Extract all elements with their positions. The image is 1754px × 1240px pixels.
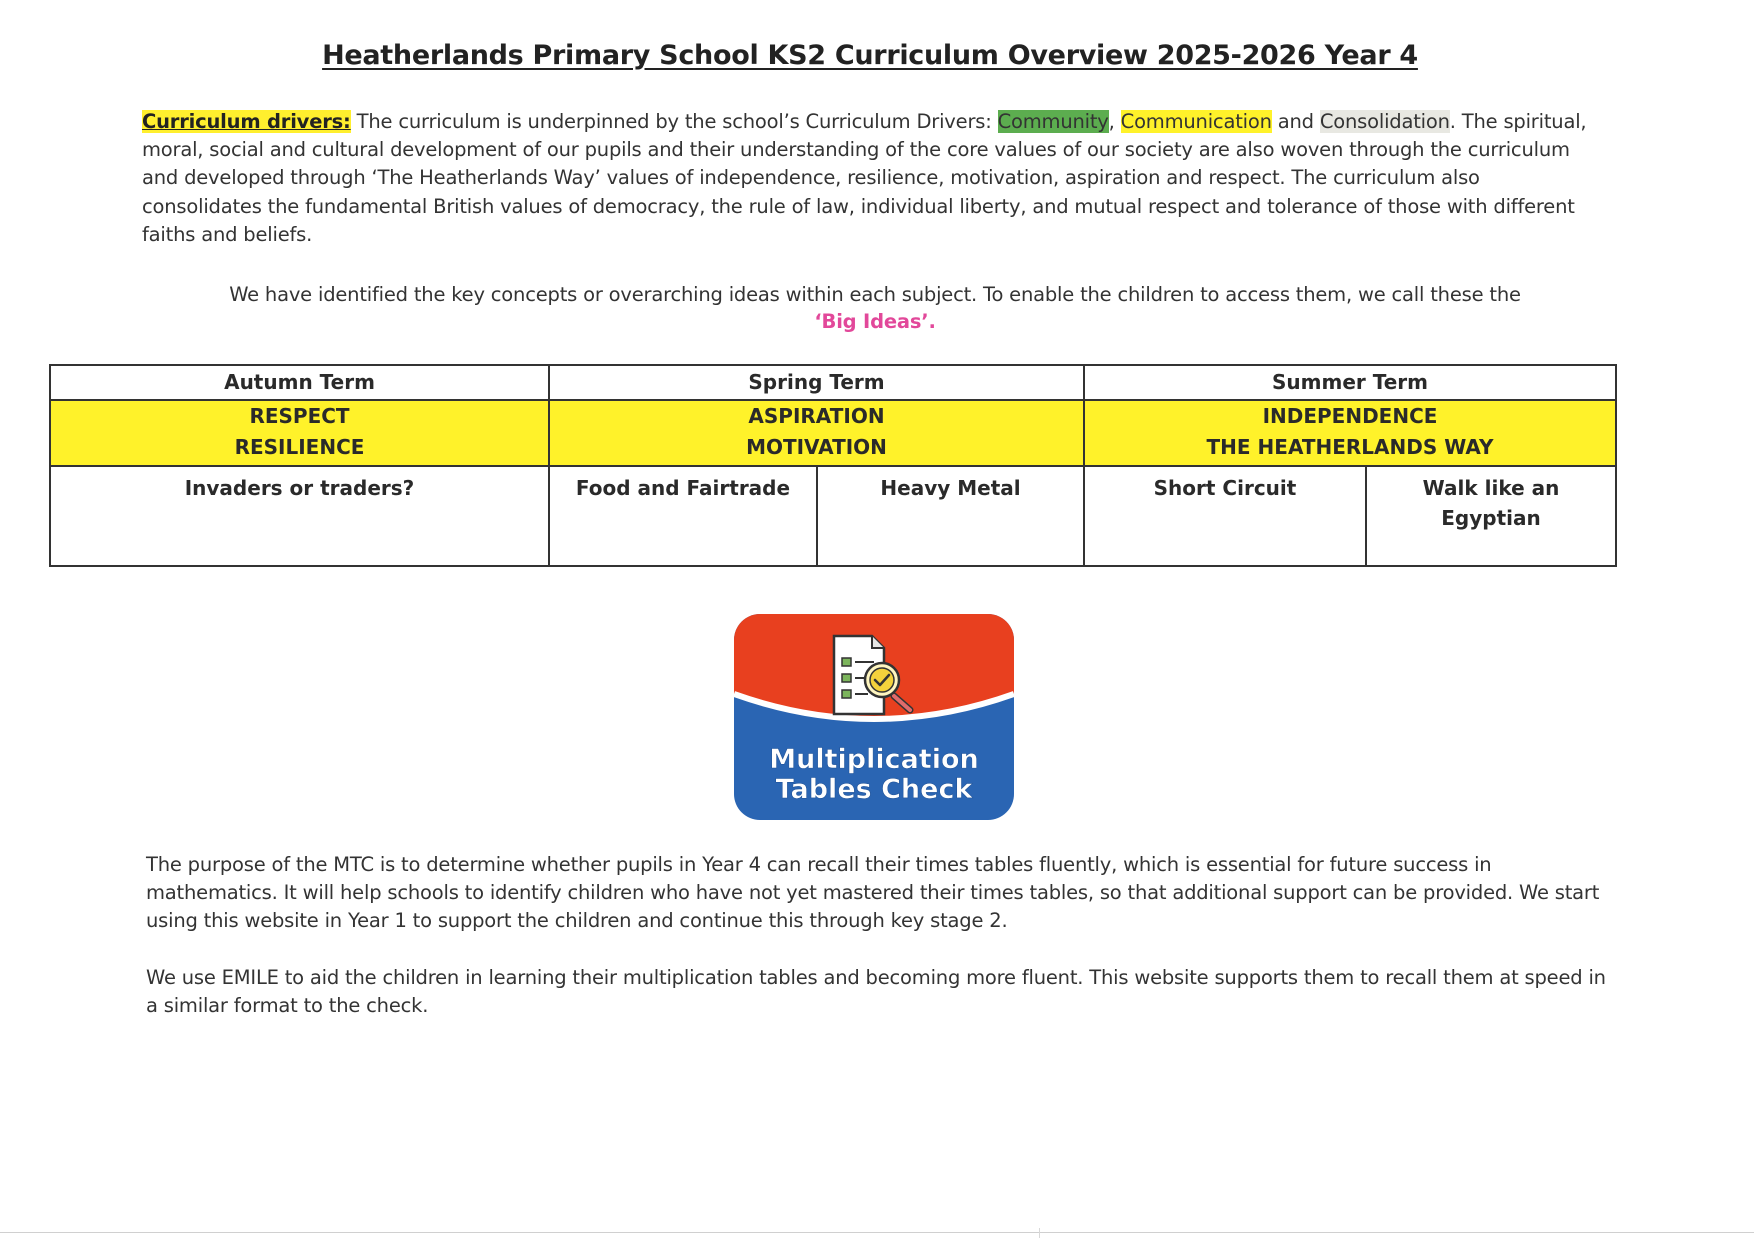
topic-walk-like-an-egyptian: Walk like an Egyptian	[1366, 466, 1616, 566]
logo-line-2: Tables Check	[775, 774, 973, 805]
terms-table	[49, 364, 1617, 567]
term-autumn-header: Autumn Term	[50, 365, 549, 400]
curriculum-drivers-label: Curriculum drivers:	[142, 110, 351, 133]
term-spring-header: Spring Term	[549, 365, 1084, 400]
value-aspiration: ASPIRATION	[748, 404, 885, 428]
driver-consolidation: Consolidation	[1319, 110, 1450, 133]
topic-invaders-or-traders: Invaders or traders?	[50, 466, 549, 566]
driver-community: Community	[997, 110, 1109, 133]
spring-values	[549, 400, 1084, 466]
driver-communication: Communication	[1120, 110, 1272, 133]
term-values-row	[50, 400, 1616, 466]
term-topics-row	[50, 466, 1616, 566]
term-header-row	[50, 365, 1616, 400]
logo-line-1: Multiplication	[769, 744, 979, 775]
topic-heavy-metal: Heavy Metal	[817, 466, 1084, 566]
drivers-sep-1: ,	[1108, 110, 1121, 133]
value-motivation: MOTIVATION	[746, 435, 887, 459]
footer-divider	[0, 1232, 1754, 1233]
term-summer-header: Summer Term	[1084, 365, 1616, 400]
emile-paragraph: We use EMILE to aid the children in learning their multiplication tables and becoming more fluent. This website supports them to recall them at speed in a similar format to the check.	[146, 966, 1606, 1018]
value-independence: INDEPENDENCE	[1262, 404, 1438, 428]
topic-short-circuit: Short Circuit	[1084, 466, 1366, 566]
value-resilience: RESILIENCE	[234, 435, 365, 459]
big-ideas-highlight: ‘Big Ideas’.	[814, 310, 936, 333]
big-ideas-text: We have identified the key concepts or overarching ideas within each subject. To enable the children to access them, we call these the	[229, 283, 1521, 306]
big-ideas-paragraph	[160, 281, 1590, 335]
value-respect: RESPECT	[249, 404, 350, 428]
autumn-values	[50, 400, 549, 466]
page-title: Heatherlands Primary School KS2 Curriculum Overview 2025-2026 Year 4	[322, 40, 1418, 71]
drivers-sep-2: and	[1271, 110, 1320, 133]
value-heatherlands-way: THE HEATHERLANDS WAY	[1206, 435, 1494, 459]
mtc-logo	[734, 614, 1014, 820]
curriculum-drivers-paragraph	[142, 108, 1602, 249]
mtc-purpose-paragraph: The purpose of the MTC is to determine whether pupils in Year 4 can recall their times tables fluently, which is essential for future success in mathematics. It will help schools to identify children who have not yet mastered their times tables, so that additional support can be provided. We start using this website in Year 1 to support the children and continue this through key stage 2.	[146, 853, 1600, 933]
footer-tick	[1039, 1228, 1040, 1238]
topic-food-and-fairtrade: Food and Fairtrade	[549, 466, 817, 566]
summer-values	[1084, 400, 1616, 466]
mtc-logo-graphic	[734, 614, 1014, 820]
drivers-rest: . The spiritual, moral, social and cultural development of our pupils and their understanding of the core values of our society are also woven through the curriculum and developed through ‘The Heatherlands Way’ values of independence, resilience, motivation, aspiration and respect. The curriculum also consolidates the fundamental British values of democracy, the rule of law, individual liberty, and mutual respect and tolerance of those with different faiths and beliefs.	[142, 110, 1587, 246]
drivers-intro: The curriculum is underpinned by the school’s Curriculum Drivers:	[350, 110, 998, 133]
